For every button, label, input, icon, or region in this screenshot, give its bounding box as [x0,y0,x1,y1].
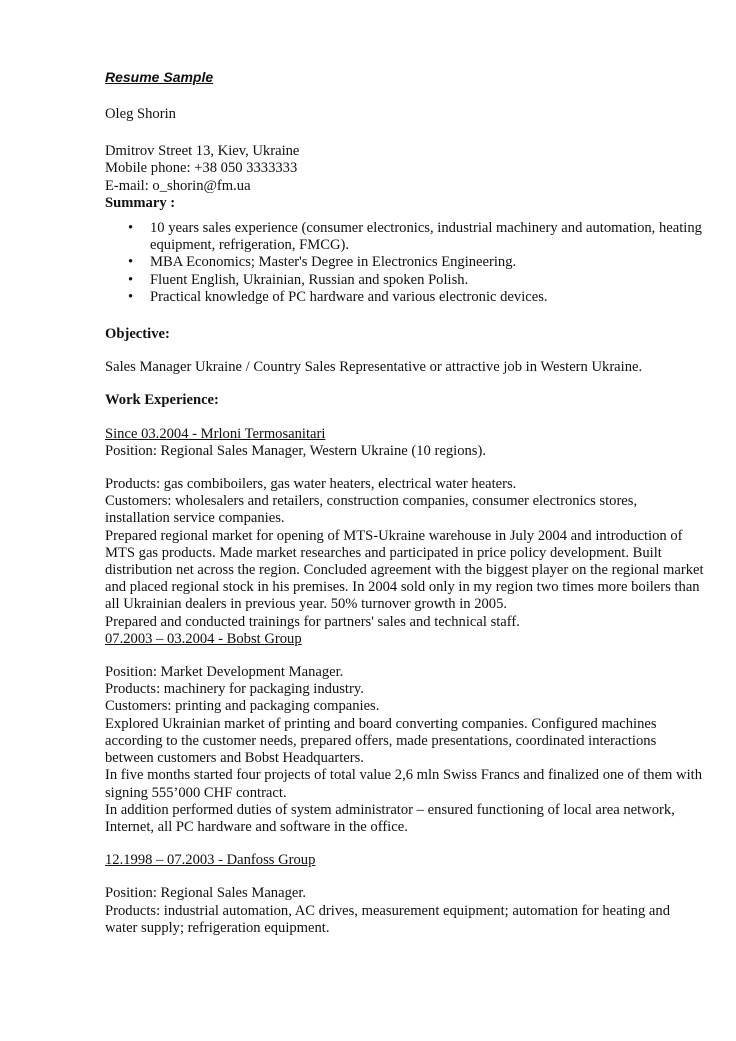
job-detail: Prepared and conducted trainings for partners' sales and technical staff. [105,613,520,630]
work-heading: Work Experience: [105,392,219,409]
job-detail: Customers: printing and packaging companies. [105,698,380,715]
job-detail: In five months started four projects of total value 2,6 mln Swiss Francs and finalized one of them with signing 555’000 CHF contract. [105,767,702,801]
job-detail: Prepared regional market for opening of MTS-Ukraine warehouse in July 2004 and introduction of MTS gas products. Made market researches and participated in price policy development. Built distribution net across the region. Concluded agreement with the biggest player on the regional market and placed regional stock in his premises. In 2004 sold only in my region two times more boilers than all Ukrainian dealers in previous year. 50% turnover growth in 2005. [105,527,704,613]
job-detail: Products: machinery for packaging industry. [105,681,364,698]
summary-item: • 10 years sales experience (consumer electronics, industrial machinery and automation, heating equipment, refrigeration, FMCG). [150,220,705,254]
resume-page [105,68,705,937]
summary-item: • Fluent English, Ukrainian, Russian and spoken Polish. [150,272,705,289]
document-title: Resume Sample [105,69,214,85]
job-detail: Products: industrial automation, AC drives, measurement equipment; automation for heating and water supply; refrigeration equipment. [105,902,670,936]
job-detail: Products: gas combiboilers, gas water heaters, electrical water heaters. [105,476,517,493]
job-detail: Customers: wholesalers and retailers, construction companies, consumer electronics stores, installation service companies. [105,493,638,527]
job-detail: Position: Regional Sales Manager. [105,885,307,902]
job-position: Position: Regional Sales Manager, Western Ukraine (10 regions). [105,442,486,459]
summary-heading: Summary : [105,194,176,211]
contact-email: E-mail: o_shorin@fm.ua [105,177,251,194]
job-detail: Explored Ukrainian market of printing and board converting companies. Configured machines according to the customer needs, prepared offers, made presentations, coordinated interactions between customers and Bobst Headquarters. [105,715,657,767]
summary-list [105,220,705,306]
job-detail: In addition performed duties of system administrator – ensured functioning of local area network, Internet, all PC hardware and software in the office. [105,801,675,835]
objective-text: Sales Manager Ukraine / Country Sales Representative or attractive job in Western Ukraine. [105,359,643,376]
summary-item: • MBA Economics; Master's Degree in Electronics Engineering. [150,254,705,271]
job-period: Since 03.2004 - Mrloni Termosanitari [105,425,326,442]
contact-address: Dmitrov Street 13, Kiev, Ukraine [105,143,300,160]
objective-heading: Objective: [105,326,170,343]
job-detail: Position: Market Development Manager. [105,664,344,681]
job-period: 12.1998 – 07.2003 - Danfoss Group [105,852,316,869]
contact-mobile: Mobile phone: +38 050 3333333 [105,160,298,177]
candidate-name: Oleg Shorin [105,106,176,122]
job-period: 07.2003 – 03.2004 - Bobst Group [105,630,302,647]
summary-item: • Practical knowledge of PC hardware and various electronic devices. [150,289,705,306]
